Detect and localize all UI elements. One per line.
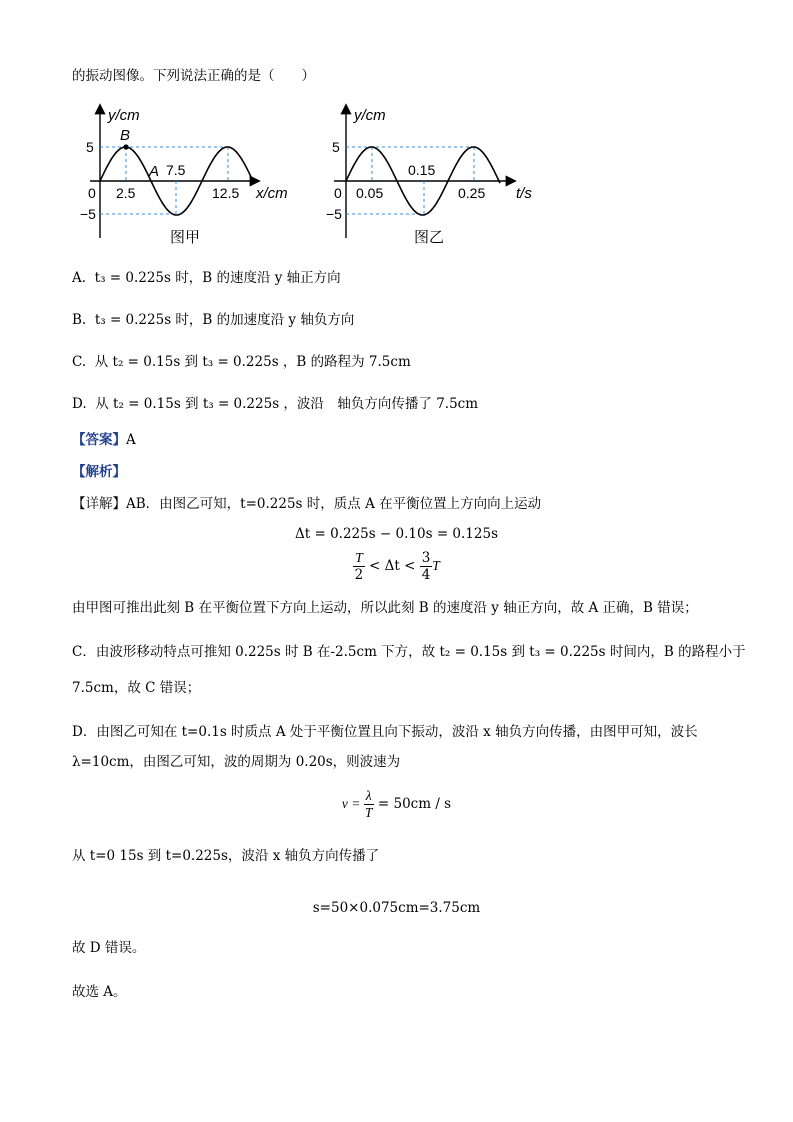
analysis-paragraph: 7.5cm，故 C 错误；	[72, 680, 201, 696]
tick-x-label: 2.5	[116, 185, 136, 201]
option-a: A. t₃ = 0.225s 时，B 的速度沿 y 轴正方向	[72, 270, 341, 286]
answer: 【答案】A	[72, 432, 136, 448]
analysis-paragraph: C．由波形移动特点可推知 0.225s 时 B 在-2.5cm 下方，故 t₂ = 0.15s 到 t₃ = 0.225s 时间内，B 的路程小于	[72, 644, 746, 660]
tick-y-label: 5	[86, 139, 94, 155]
option-b: B. t₃ = 0.225s 时，B 的加速度沿 y 轴负方向	[72, 312, 355, 328]
analysis-paragraph: 【详解】AB．由图乙可知，t=0.225s 时，质点 A 在平衡位置上方向向上运动	[72, 496, 542, 512]
x-axis-label: x/cm	[256, 185, 288, 202]
equation-inequality: $\frac{T}{2}$ < Δt < $\frac{3}{4}$ T	[354, 550, 440, 583]
option-d: D. 从 t₂ = 0.15s 到 t₃ = 0.225s ，波沿 轴负方向传播了 7.5cm	[72, 396, 479, 412]
point-b-label: B	[120, 127, 131, 144]
analysis-heading: 【解析】	[72, 464, 126, 480]
equation: s=50×0.075cm=3.75cm	[312, 900, 481, 916]
tick-y-label: −5	[80, 206, 96, 222]
tick-x-label: 0.25	[458, 185, 486, 201]
tick-x-label: 0.15	[408, 162, 436, 178]
point-b-marker	[123, 144, 128, 149]
graph-caption: 图甲	[170, 229, 201, 246]
graph-vibration-figure	[326, 98, 556, 248]
x-axis-label: t/s	[516, 185, 532, 202]
point-a-label: A	[149, 163, 160, 180]
analysis-paragraph: 从 t=0 15s 到 t=0.225s，波沿 x 轴负方向传播了	[72, 848, 380, 864]
analysis-paragraph: D．由图乙可知在 t=0.1s 时质点 A 处于平衡位置且向下振动，波沿 x 轴负方向传播，由图甲可知，波长	[72, 724, 698, 740]
y-axis-label: y/cm	[354, 107, 386, 124]
tick-x-label: 12.5	[212, 185, 240, 201]
tick-x-label: 7.5	[166, 162, 186, 178]
y-axis-label: y/cm	[108, 107, 140, 124]
equation-velocity: v = $\frac{\lambda}{T}$ = 50cm / s	[341, 788, 452, 820]
tick-y-label: −5	[326, 206, 342, 222]
origin-label: 0	[88, 185, 96, 201]
origin-label: 0	[334, 185, 342, 201]
equation: Δt = 0.225s − 0.10s = 0.125s	[295, 526, 498, 542]
analysis-paragraph: λ=10cm，由图乙可知，波的周期为 0.20s，则波速为	[72, 754, 401, 770]
graph-wave-figure	[82, 98, 312, 248]
analysis-paragraph: 由甲图可推出此刻 B 在平衡位置下方向上运动，所以此刻 B 的速度沿 y 轴正方向，故 A 正确，B 错误；	[72, 600, 698, 616]
option-c: C. 从 t₂ = 0.15s 到 t₃ = 0.225s ，B 的路程为 7.5cm	[72, 354, 411, 370]
question-stem: 的振动图像。下列说法正确的是（ ）	[72, 68, 315, 84]
analysis-paragraph: 故 D 错误。	[72, 940, 146, 956]
graph-caption: 图乙	[414, 229, 445, 246]
tick-x-label: 0.05	[356, 185, 384, 201]
tick-y-label: 5	[332, 139, 340, 155]
analysis-paragraph: 故选 A。	[72, 984, 127, 1000]
